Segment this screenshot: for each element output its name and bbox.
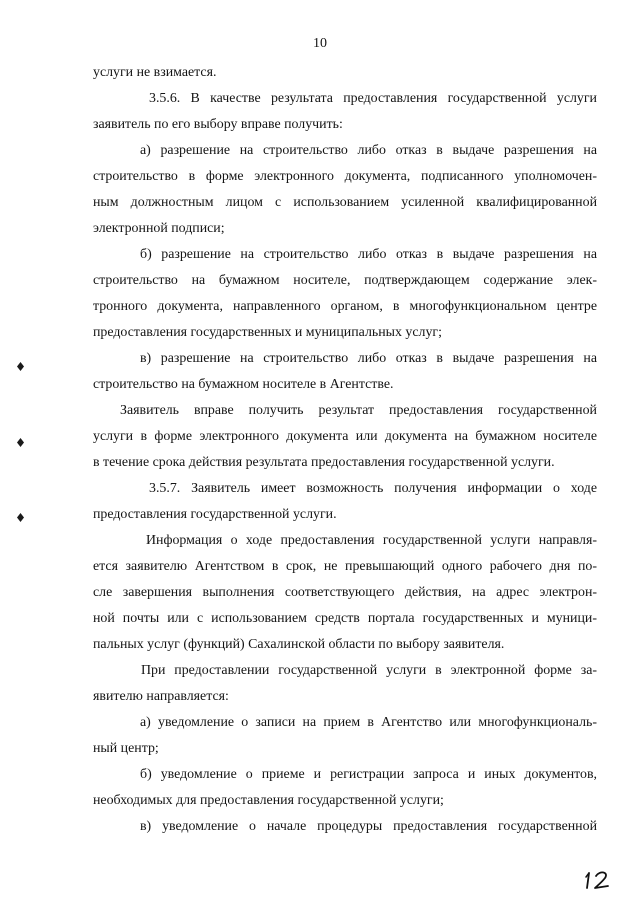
text-line: 3.5.6. В качестве результата предоставления государственной услуги (149, 91, 597, 106)
text-line: ным должностным лицом с использованием усиленной квалифицированной (93, 195, 597, 210)
text-line: в) уведомление о начале процедуры предоставления государственной (140, 819, 597, 834)
text-line: пальных услуг (функций) Сахалинской области по выбору заявителя. (93, 637, 505, 652)
text-line: Заявитель вправе получить результат предоставления государственной (120, 403, 597, 418)
margin-mark-3 (16, 513, 25, 522)
text-line: заявитель по его выбору вправе получить: (93, 117, 343, 132)
text-line: в) разрешение на строительство либо отказ в выдаче разрешения на (140, 351, 597, 366)
text-line: строительство на бумажном носителе в Агентстве. (93, 377, 394, 392)
text-line: электронной подписи; (93, 221, 225, 236)
text-line: в течение срока действия результата предоставления государственной услуги. (93, 455, 555, 470)
text-line: предоставления государственной услуги. (93, 507, 337, 522)
text-line: 3.5.7. Заявитель имеет возможность получения информации о ходе (149, 481, 597, 496)
text-line: а) уведомление о записи на прием в Агентство или многофункциональ- (140, 715, 597, 730)
text-line: строительство в форме электронного документа, подписанного уполномочен- (93, 169, 597, 184)
text-line: б) уведомление о приеме и регистрации запроса и иных документов, (140, 767, 597, 782)
handwritten-page-annotation (584, 869, 616, 891)
text-line: ный центр; (93, 741, 159, 756)
text-line: строительство на бумажном носителе, подтверждающем содержание элек- (93, 273, 597, 288)
text-line: ется заявителю Агентством в срок, не превышающий одного рабочего дня по- (93, 559, 597, 574)
text-line: сле завершения выполнения соответствующего действия, на адрес электрон- (93, 585, 597, 600)
margin-mark-2 (16, 438, 25, 447)
text-line: предоставления государственных и муниципальных услуг; (93, 325, 442, 340)
text-line: При предоставлении государственной услуги в электронной форме за- (141, 663, 597, 678)
document-body (93, 60, 597, 840)
margin-mark-1 (16, 362, 25, 371)
page-number: 10 (313, 36, 327, 51)
text-line: необходимых для предоставления государственной услуги; (93, 793, 444, 808)
text-line: Информация о ходе предоставления государственной услуги направля- (146, 533, 597, 548)
text-line: ной почты или с использованием средств портала государственных и муници- (93, 611, 597, 626)
text-line: услуги не взимается. (93, 65, 217, 80)
text-line: услуги в форме электронного документа или документа на бумажном носителе (93, 429, 597, 444)
text-line: тронного документа, направленного органом, в многофункциональном центре (93, 299, 597, 314)
text-line: а) разрешение на строительство либо отказ в выдаче разрешения на (140, 143, 597, 158)
text-line: явителю направляется: (93, 689, 229, 704)
text-line: б) разрешение на строительство либо отказ в выдаче разрешения на (140, 247, 597, 262)
